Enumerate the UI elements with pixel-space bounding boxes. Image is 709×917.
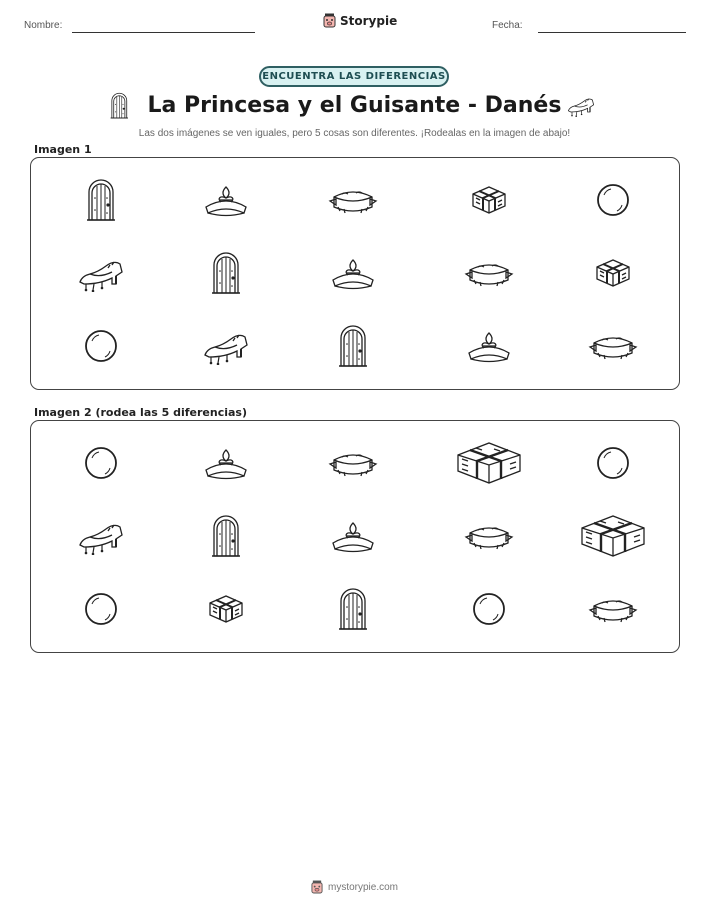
activity-badge: ENCUENTRA LAS DIFERENCIAS — [259, 66, 449, 87]
image1-panel — [30, 157, 680, 390]
storypie-logo — [323, 13, 397, 28]
hay-bale-large-icon[interactable] — [578, 512, 648, 560]
door-icon[interactable] — [338, 587, 368, 631]
footer-url: mystorypie.com — [327, 881, 398, 893]
footer — [0, 880, 709, 894]
instructions: Las dos imágenes se ven iguales, pero 5 cosas son diferentes. ¡Rodealas en la imagen de abajo! — [138, 128, 571, 139]
hay-bale-icon[interactable] — [594, 257, 632, 289]
cushion-icon[interactable] — [588, 594, 638, 624]
glass-slipper-icon — [566, 94, 596, 122]
image1-label: Imagen 1 — [34, 143, 92, 156]
pea-icon[interactable] — [595, 182, 631, 218]
image2-label: Imagen 2 (rodea las 5 diferencias) — [34, 406, 248, 419]
date-label: Fecha: — [492, 20, 523, 31]
image1-grid — [31, 158, 679, 389]
slipper-icon[interactable] — [76, 517, 126, 555]
crown-icon[interactable] — [329, 519, 377, 553]
cushion-icon[interactable] — [328, 448, 378, 478]
date-field[interactable] — [538, 32, 686, 33]
cushion-icon[interactable] — [328, 185, 378, 215]
cushion-icon[interactable] — [588, 331, 638, 361]
pea-icon[interactable] — [83, 445, 119, 481]
pea-icon[interactable] — [83, 328, 119, 364]
brand-name: Storypie — [340, 13, 398, 28]
name-label: Nombre: — [24, 20, 63, 31]
pea-icon[interactable] — [595, 445, 631, 481]
image2-panel[interactable] — [30, 420, 680, 653]
hay-bale-large-icon[interactable] — [454, 439, 524, 487]
crown-icon[interactable] — [465, 329, 513, 363]
door-icon[interactable] — [211, 251, 241, 295]
hay-bale-icon[interactable] — [207, 593, 245, 625]
name-field[interactable] — [72, 32, 255, 33]
crown-icon[interactable] — [329, 256, 377, 290]
cushion-icon[interactable] — [464, 258, 514, 288]
pea-icon[interactable] — [471, 591, 507, 627]
slipper-icon[interactable] — [76, 254, 126, 292]
slipper-icon[interactable] — [201, 327, 251, 365]
page-title: La Princesa y el Guisante - Danés — [147, 93, 562, 118]
pea-icon[interactable] — [83, 591, 119, 627]
pig-mascot-icon — [323, 13, 336, 28]
crown-icon[interactable] — [202, 446, 250, 480]
crown-icon[interactable] — [202, 183, 250, 217]
pig-mascot-icon — [311, 880, 323, 894]
image2-grid — [31, 421, 679, 652]
cushion-icon[interactable] — [464, 521, 514, 551]
hay-bale-icon[interactable] — [470, 184, 508, 216]
door-icon[interactable] — [211, 514, 241, 558]
door-icon[interactable] — [86, 178, 116, 222]
door-icon[interactable] — [338, 324, 368, 368]
